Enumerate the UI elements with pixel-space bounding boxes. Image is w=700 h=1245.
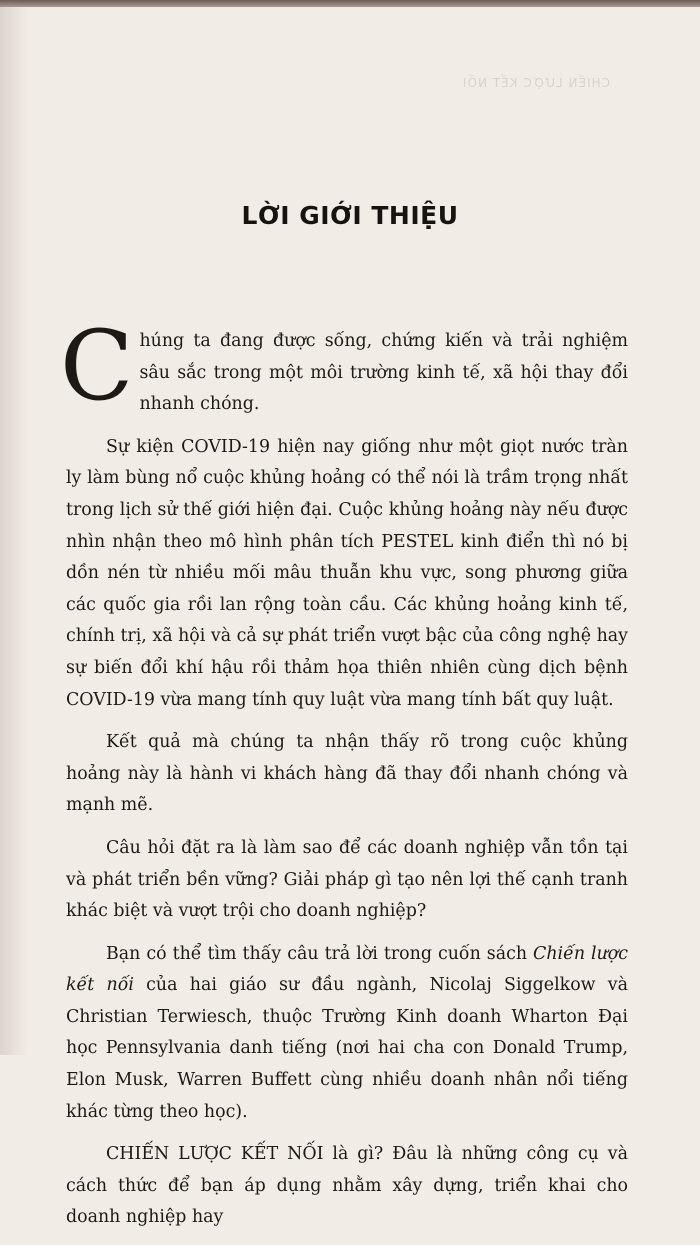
page-title: LỜI GIỚI THIỆU	[241, 200, 459, 230]
page-top-edge	[0, 0, 700, 7]
paragraph-2: Sự kiện COVID-19 hiện nay giống như một giọt nước tràn ly làm bùng nổ cuộc khủng hoảng có thể nói là trầm trọng nhất trong lịch sử thế giới hiện đại. Cuộc khủng hoảng này nếu được nhìn nhận theo mô hình phân tích PESTEL kinh điển thì nó bị dồn nén từ nhiều mối mâu thuẫn khu vực, song phương giữa các quốc gia rồi lan rộng toàn cầu. Các khủng hoảng kinh tế, chính trị, xã hội và cả sự phát triển vượt bậc của công nghệ hay sự biến đổi khí hậu rồi thảm họa thiên nhiên cùng dịch bệnh COVID-19 vừa mang tính quy luật vừa mang tính bất quy luật.	[66, 436, 628, 710]
drop-cap: C	[60, 310, 134, 422]
paragraph-1	[60, 310, 628, 422]
paragraph-6: CHIẾN LƯỢC KẾT NỐI là gì? Đâu là những công cụ và cách thức để bạn áp dụng nhằm xây dựng, triển khai cho doanh nghiệp hay	[66, 1144, 628, 1228]
paragraph-5-lead: Bạn có thể tìm thấy câu trả lời trong cuốn sách	[106, 943, 534, 964]
paragraph-5-rest: của hai giáo sư đầu ngành, Nicolaj Siggelkow và Christian Terwiesch, thuộc Trường Kinh doanh Wharton Đại học Pennsylvania danh tiếng (nơi hai cha con Donald Trump, Elon Musk, Warren Buffett cùng nhiều doanh nhân nổi tiếng khác từng theo học).	[66, 975, 629, 1122]
show-through-running-head: CHIẾN LƯỢC KẾT NỐI	[461, 76, 610, 90]
paragraph-1-text: húng ta đang được sống, chứng kiến và trải nghiệm sâu sắc trong một môi trường kinh tế, xã hội thay đổi nhanh chóng.	[139, 331, 628, 415]
book-title-italic: Chiến lược kết nối	[66, 943, 629, 996]
page-gutter-shadow	[0, 7, 28, 1055]
paragraph-5	[66, 939, 628, 1129]
body-text	[60, 310, 629, 1245]
paragraph-4: Câu hỏi đặt ra là làm sao để các doanh nghiệp vẫn tồn tại và phát triển bền vững? Giải pháp gì tạo nên lợi thế cạnh tranh khác biệt và vượt trội cho doanh nghiệp?	[66, 837, 628, 922]
paragraph-3: Kết quả mà chúng ta nhận thấy rõ trong cuộc khủng hoảng này là hành vi khách hàng đã thay đổi nhanh chóng và mạnh mẽ.	[66, 732, 628, 816]
